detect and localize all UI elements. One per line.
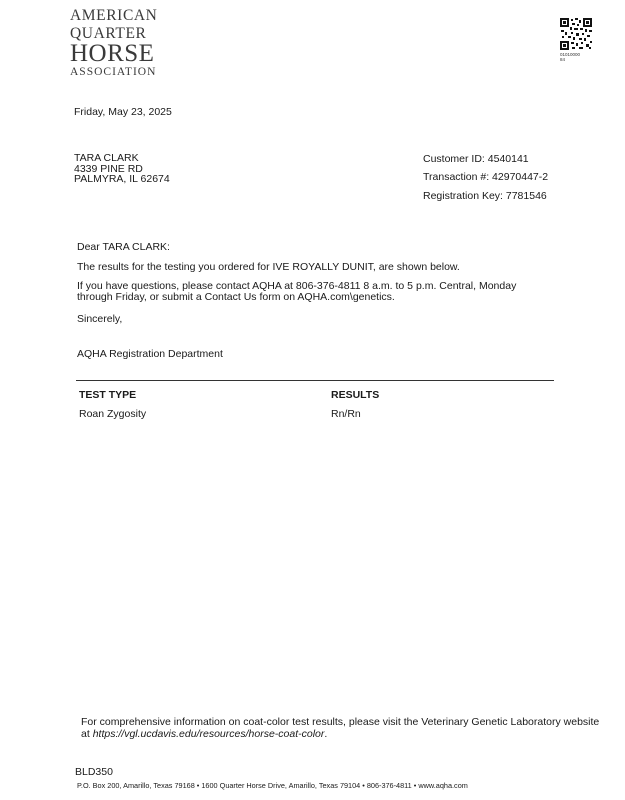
- coat-color-info-note: For comprehensive information on coat-color test results, please visit the Veterinary Genetic Laboratory website at https://vgl.ucdavis.edu/resources/horse-coat-color.: [81, 716, 600, 740]
- contact-paragraph: If you have questions, please contact AQHA at 806-376-4811 8 a.m. to 5 p.m. Central, Monday through Friday, or submit a Contact Us form on AQHA.com\genetics.: [77, 280, 517, 303]
- table-row-test-type: Roan Zygosity: [79, 408, 147, 420]
- registration-key: Registration Key: 7781546: [423, 190, 547, 202]
- table-divider: [76, 380, 554, 381]
- form-code: BLD350: [75, 766, 113, 778]
- recipient-address: [74, 153, 170, 185]
- vgl-website-link[interactable]: https://vgl.ucdavis.edu/resources/horse-coat-color: [92, 727, 325, 740]
- letter-date: Friday, May 23, 2025: [74, 106, 172, 118]
- logo-line-horse: HORSE: [70, 40, 155, 67]
- results-intro: The results for the testing you ordered for IVE ROYALLY DUNIT, are shown below.: [77, 261, 460, 273]
- column-header-test-type: TEST TYPE: [79, 389, 137, 401]
- qr-caption: 01010000 84: [560, 52, 581, 62]
- aqha-logo: [70, 8, 170, 79]
- recipient-street: 4339 PINE RD: [74, 162, 143, 175]
- signature: AQHA Registration Department: [77, 348, 223, 360]
- footer-address: P.O. Box 200, Amarillo, Texas 79168 • 1600 Quarter Horse Drive, Amarillo, Texas 79104 • 806-376-4811 • www.aqha.com: [77, 781, 468, 790]
- recipient-city: PALMYRA, IL 62674: [74, 173, 170, 185]
- qr-code-icon: [560, 18, 592, 50]
- salutation: Dear TARA CLARK:: [77, 241, 170, 253]
- customer-id: Customer ID: 4540141: [423, 153, 529, 165]
- closing: Sincerely,: [77, 313, 123, 325]
- transaction-number: Transaction #: 42970447-2: [423, 171, 549, 183]
- recipient-name: TARA CLARK: [74, 152, 139, 164]
- logo-line-quarter: QUARTER: [70, 24, 147, 42]
- logo-line-american: AMERICAN: [70, 7, 158, 24]
- logo-line-association: ASSOCIATION: [70, 66, 157, 78]
- column-header-results: RESULTS: [331, 389, 380, 401]
- table-row-result: Rn/Rn: [331, 408, 361, 420]
